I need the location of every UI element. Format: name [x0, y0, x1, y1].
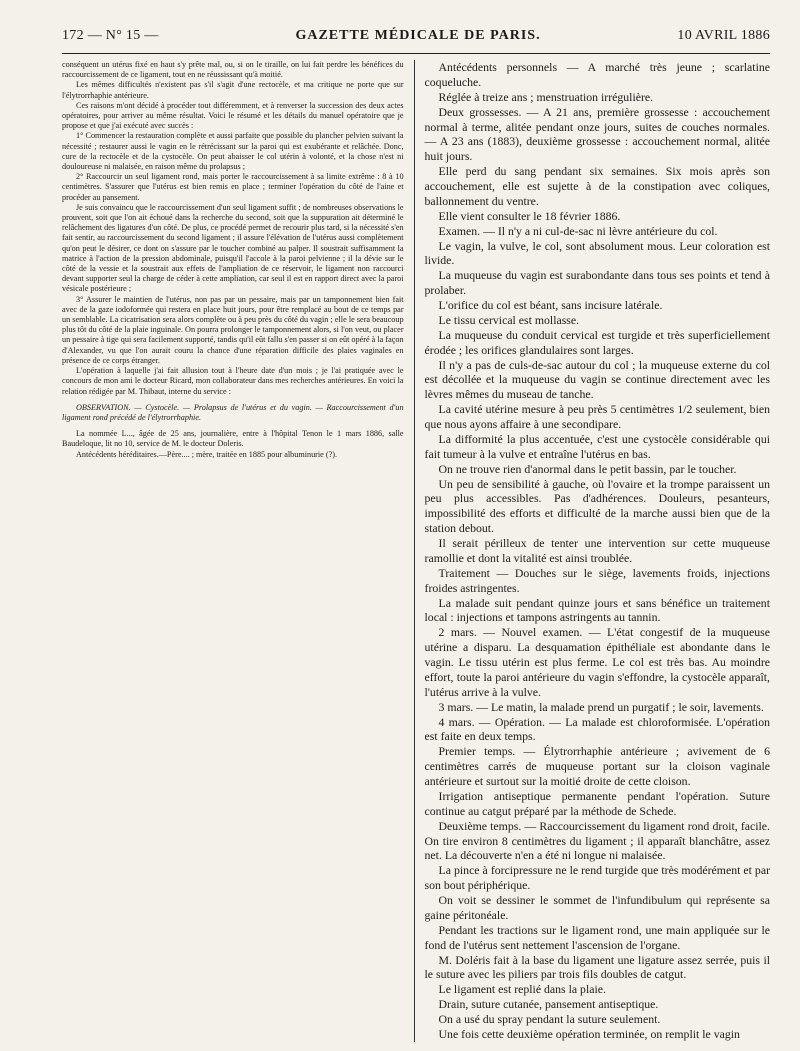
paragraph: Un peu de sensibilité à gauche, où l'ovaire et la trompe paraissent un peu plus accessibles. Pas d'adhérences. Douleurs, pesanteurs, impossibilité des efforts et difficulté de la marche aussi bien que de la station debout.	[424, 476, 770, 536]
paragraph: Elle vient consulter le 18 février 1886.	[438, 208, 621, 223]
left-column	[62, 60, 404, 1042]
paragraph: Le vagin, la vulve, le col, sont absolument mous. Leur coloration est livide.	[424, 238, 770, 268]
paragraph: 2° Raccourcir un seul ligament rond, mais porter le raccourcissement à sa limite extrême : 8 à 10 centimètres. S'assurer que l'utérus est bien remis en place ; terminer l'opération du côté de l'aine et procéder au pansement.	[62, 172, 404, 202]
text-columns	[62, 60, 770, 1042]
paragraph: On a usé du spray pendant la suture seulement.	[438, 1012, 661, 1026]
paragraph: Le ligament est replié dans la plaie.	[438, 982, 606, 997]
paragraph: Drain, suture cutanée, pansement antiseptique.	[438, 997, 659, 1012]
column-divider	[414, 60, 415, 1042]
paragraph: Ces raisons m'ont décidé à procéder tout différemment, et à renverser la succession des deux actes opératoires, pour arriver au même résultat. Voici le résumé et les détails du manuel opératoire que je propose et que j'ai exécuté avec succès :	[62, 100, 404, 131]
paragraph: On ne trouve rien d'anormal dans le petit bassin, par le toucher.	[438, 461, 737, 476]
paragraph: Je suis convaincu que le raccourcissement d'un seul ligament suffit ; de nombreuses observations le prouvent, soit que l'on ait échoué dans la recherche du second, soit que la suppuration ait déterminé le relâchement des ligatures d'un côté. De plus, ce procédé permet de recourir plus tard, si la nécessité s'en fait sentir, au raccourcissement du second ligament ; il assure l'élévation de l'utérus aussi complètement qu'on peut le désirer, ce dont on s'assure par le toucher combiné au palper. Il soustrait suffisamment la matrice à l'action de la pression abdominale, puisqu'il l'accole à la paroi pelvienne ; il la dévie sur le côté de la vessie et la soustrait aux effets de l'ampliation de ce réservoir, le ligament non raccourci devant supporter seul la charge de céder à cette ampliation, car seul il est en rapport direct avec la paroi vésicale postérieure ;	[62, 202, 404, 294]
header-rule	[62, 53, 770, 54]
paragraph: Réglée à treize ans ; menstruation irrégulière.	[438, 89, 654, 104]
paragraph: La pince à forcipressure ne le rend turgide que très modérément et par son bout périphérique.	[424, 863, 770, 893]
paragraph: 3 mars. — Le matin, la malade prend un purgatif ; le soir, lavements.	[438, 699, 764, 714]
paragraph: On voit se dessiner le sommet de l'infundibulum qui représente sa gaine péritonéale.	[424, 893, 770, 922]
paragraph: Elle perd du sang pendant six semaines. Six mois après son accouchement, elle est sujette à de la constipation avec coliques, ballonnement du ventre.	[424, 164, 770, 208]
paragraph: Deuxième temps. — Raccourcissement du ligament rond droit, facile. On tire environ 8 centimètres du ligament ; il apparaît blanchâtre, assez net. La découverte n'en a été ni longue ni malaisée.	[424, 818, 770, 863]
observation-heading: OBSERVATION. — Cystocèle. — Prolapsus de l'utérus et du vagin. — Raccourcissement d'un ligament rond précédé de l'élytrorrhaphie.	[62, 402, 404, 422]
paragraph: Il serait périlleux de tenter une intervention sur cette muqueuse ramollie et dont la vitalité est ainsi troublée.	[424, 536, 770, 565]
paragraph: Irrigation antiseptique permanente pendant l'opération. Suture continue au catgut préparé par la méthode de Schede.	[424, 788, 770, 818]
paragraph: La malade suit pendant quinze jours et sans bénéfice un traitement local : injections et tampons astringents au tannin.	[424, 595, 770, 625]
paragraph: M. Doléris fait à la base du ligament une ligature assez serrée, puis il le suture avec les piliers par trois fils doubles de catgut.	[424, 952, 770, 982]
paragraph: conséquent un utérus fixé en haut s'y prête mal, ou, si on le tiraille, on lui fait perdre les bénéfices du raccourcissement de ce ligament, tout en ne réussissant qu'à moitié.	[62, 60, 404, 80]
paragraph: 4 mars. — Opération. — La malade est chloroformisée. L'opération est faite en deux temps.	[424, 714, 770, 744]
paragraph: Traitement — Douches sur le siège, lavements froids, injections froides astringentes.	[424, 565, 770, 595]
paragraph: Le tissu cervical est mollasse.	[438, 312, 580, 327]
paragraph: La muqueuse du vagin est surabondante dans tous ses points et tend à prolaber.	[424, 268, 770, 298]
paragraph: Une fois cette deuxième opération terminée, on remplit le vagin	[438, 1026, 740, 1041]
paragraph: La muqueuse du conduit cervical est turgide et très superficiellement érodée ; les orifices glandulaires sont larges.	[424, 327, 770, 357]
paragraph: Les mêmes difficultés n'existent pas s'il s'agit d'une rectocèle, et ma critique ne porte que sur l'élytrorrhaphie antérieure.	[62, 80, 404, 100]
page-number: 172 — N° 15 —	[62, 28, 159, 43]
paragraph: Premier temps. — Élytrorrhaphie antérieure ; avivement de 6 centimètres carrés de muqueuse portant sur la cloison vaginale antérieure et surtout sur la moitié droite de cette cloison.	[424, 744, 770, 788]
paragraph: 2 mars. — Nouvel examen. — L'état congestif de la muqueuse utérine a disparu. La desquamation épithéliale est abondante dans le vagin. Le tissu utérin est plus ferme. Le col est très bas. Au moindre effort, toute la paroi antérieure du vagin s'effondre, la cystocèle apparaît, l'utérus arrive à la vulve.	[424, 625, 770, 699]
right-column	[425, 60, 770, 1042]
paragraph: L'opération à laquelle j'ai fait allusion tout à l'heure date d'un mois ; je l'ai pratiquée avec le concours de mon ami le docteur Ricard, mon collaborateur dans mes recherches antérieures. En voici la relation rédigée par M. Thibaut, interne du service :	[62, 366, 404, 396]
paragraph: Deux grossesses. — A 21 ans, première grossesse : accouchement normal à terme, alitée pendant onze jours, suites de couches normales. — A 23 ans (1883), deuxième grossesse : accouchement normal, alitée huit jours.	[424, 104, 770, 164]
paragraph: La difformité la plus accentuée, c'est une cystocèle considérable qui fait tumeur à la vulve et entraîne l'utérus en bas.	[424, 431, 770, 461]
paragraph: Antécédents personnels — A marché très jeune ; scarlatine coqueluche.	[424, 60, 770, 89]
issue-date: 10 AVRIL 1886	[677, 28, 770, 43]
page-header	[62, 28, 770, 50]
paragraph: Pendant les tractions sur le ligament rond, une main appliquée sur le fond de l'utérus sent nettement l'ascension de l'organe.	[424, 922, 770, 952]
journal-title: GAZETTE MÉDICALE DE PARIS.	[295, 28, 541, 43]
paragraph: Il n'y a pas de culs-de-sac autour du col ; la muqueuse externe du col est décollée et la muqueuse du vagin se continue directement avec les lèvres mêmes du museau de tanche.	[424, 357, 770, 402]
paragraph: La nommée L..., âgée de 25 ans, journalière, entre à l'hôpital Tenon le 1 mars 1886, salle Baudeloque, lit no 10, service de M. le docteur Doleris.	[62, 429, 404, 449]
paragraph: 1° Commencer la restauration complète et aussi parfaite que possible du plancher pelvien suivant la nécessité ; restaurer aussi le vagin en le rétrécissant sur la paroi qui est exubérante et relâchée. Donc, cure de la rectocèle et de la cystocèle. On peut abaisser le col utérin à volonté, et la chose n'est ni douloureuse ni malaisée, en raison même du prolapsus ;	[62, 131, 404, 172]
paragraph: Examen. — Il n'y a ni cul-de-sac ni lèvre antérieure du col.	[438, 223, 718, 238]
paragraph: Antécédents héréditaires.—Père.... ; mère, traitée en 1885 pour albuminurie (?).	[76, 449, 337, 459]
paragraph: 3° Assurer le maintien de l'utérus, non pas par un pessaire, mais par un tamponnement bien fait avec de la gaze iodoformée qui restera en place huit jours, pour être remplacé au bout de ce temps par un semblable. La cicatrisation sera alors complète ou à peu près du côté du vagin ; elle le sera beaucoup plus tôt du côté de la plaie inguinale. On pourra prolonger le tamponnement alors, si l'on veut, ou placer un pessaire à tige qui sera facilement supporté, tandis qu'il eût fallu s'en passer si on eût opéré à la façon d'Alexander, vu que l'on aurait couru la chance d'une réparation difficile des plaies vaginales en présence de ce corps étranger.	[62, 294, 404, 365]
paragraph: L'orifice du col est béant, sans incisure latérale.	[438, 298, 663, 312]
paragraph: La cavité utérine mesure à peu près 5 centimètres 1/2 seulement, bien que nous ayons affaire à une secondipare.	[424, 402, 770, 431]
